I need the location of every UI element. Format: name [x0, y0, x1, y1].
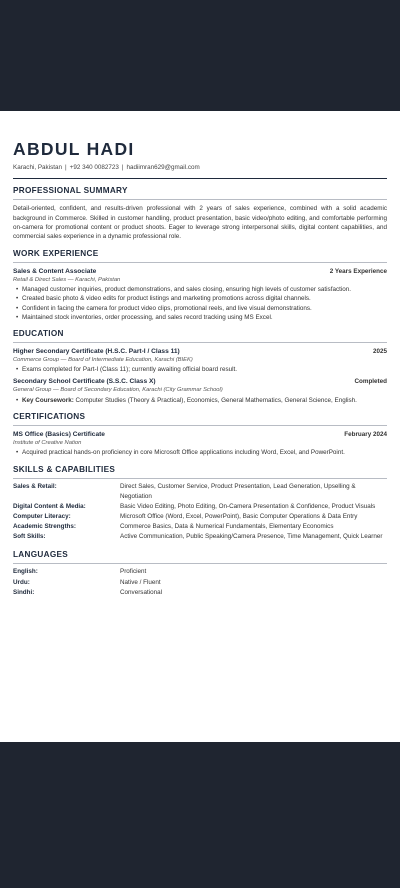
table-row: Digital Content & Media: Basic Video Editing, Photo Editing, On-Camera Presentation & Confidence, Product Visuals [13, 502, 376, 510]
list-item: • Maintained stock inventories, order processing, and sales record tracking using MS Excel. [13, 313, 387, 322]
section-title: CERTIFICATIONS [13, 412, 86, 422]
education-subtitle: Commerce Group — Board of Intermediate Education, Karachi (BIEK) [13, 356, 193, 363]
education-year: 2025 [372, 347, 387, 355]
table-row: Computer Literacy: Microsoft Office (Word, Excel, PowerPoint), Basic Computer Operations & Data Entry [13, 513, 358, 521]
top-dark-band [0, 0, 400, 111]
table-row: English: Proficient [13, 568, 147, 576]
bottom-dark-band [0, 742, 400, 888]
section-title: LANGUAGES [13, 549, 69, 559]
languages-section [13, 550, 387, 598]
email-text: hadiimran629@gmail.com [126, 164, 200, 171]
list-item: • Acquired practical hands-on proficiency in core Microsoft Office applications including Word, Excel, and PowerPoint. [13, 448, 387, 457]
education-subtitle: General Group — Board of Secondary Education, Karachi (City Grammar School) [13, 387, 223, 394]
table-row: Sales & Retail: Direct Sales, Customer Service, Product Presentation, Lead Generation, Upselling & Negotiation [13, 483, 356, 500]
table-row: Soft Skills: Active Communication, Public Speaking/Camera Presence, Time Management, Quick Learner [13, 533, 383, 541]
skills-table [13, 482, 387, 542]
summary-text: Detail-oriented, confident, and results-driven professional with 2 years of sales experience, combined with a solid academic background in Commerce. Skilled in customer handling, product presentation, basic video/photo editing, and comfortable performing on-camera for promotional content or product shoots. Eager to leverage strong interpersonal skills, digital content capabilities, and commercial sales experience in a dynamic professional role. [13, 205, 387, 241]
phone-text: +92 340 0082723 [69, 164, 119, 171]
section-divider [13, 478, 387, 479]
languages-table [13, 567, 387, 598]
job-duration: 2 Years Experience [329, 267, 387, 275]
list-item: • Managed customer inquiries, product demonstrations, and sales closing, ensuring high levels of customer satisfaction. [13, 285, 387, 294]
section-title: EDUCATION [13, 328, 64, 338]
section-title: WORK EXPERIENCE [13, 248, 99, 258]
section-title: PROFESSIONAL SUMMARY [13, 186, 128, 196]
list-item: • Created basic photo & video edits for product listings and marketing promotions across digital channels. [13, 294, 387, 303]
education-section [13, 329, 387, 405]
resume-page [0, 111, 400, 742]
education-entry [13, 377, 387, 405]
list-item [13, 396, 387, 405]
coursework-text: Computer Studies (Theory & Practical), Economics, General Mathematics, General Science, English. [75, 396, 357, 404]
section-divider [13, 563, 387, 564]
cert-issuer: Institute of Creative Nation [13, 439, 82, 446]
job-bullets [13, 285, 387, 322]
list-item: • Exams completed for Part-I (Class 11); currently awaiting official board result. [13, 365, 387, 374]
contact-line: Karachi, Pakistan | +92 340 0082723 | hadiimran629@gmail.com [13, 164, 200, 171]
education-entry [13, 347, 387, 375]
section-title: SKILLS & CAPABILITIES [13, 464, 116, 474]
section-divider [13, 425, 387, 426]
summary-section [13, 186, 387, 241]
education-status: Completed [354, 378, 387, 386]
location-text: Karachi, Pakistan [13, 164, 63, 171]
header-divider [13, 178, 387, 179]
section-divider [13, 199, 387, 200]
table-row: Urdu: Native / Fluent [13, 578, 161, 586]
education-title: Higher Secondary Certificate (H.S.C. Part-I / Class 11) [13, 347, 180, 355]
education-title: Secondary School Certificate (S.S.C. Class X) [13, 378, 156, 386]
section-divider [13, 342, 387, 343]
cert-date: February 2024 [344, 430, 387, 438]
cert-title: MS Office (Basics) Certificate [13, 430, 105, 438]
candidate-name: ABDUL HADI [13, 139, 135, 159]
table-row: Academic Strengths: Commerce Basics, Data & Numerical Fundamentals, Elementary Economics [13, 523, 334, 531]
list-item: • Confident in facing the camera for product video clips, promotional reels, and live visual demonstrations. [13, 304, 387, 313]
certifications-section [13, 412, 387, 458]
section-divider [13, 262, 387, 263]
coursework-label: Key Coursework: [22, 396, 74, 404]
job-subtitle: Retail & Direct Sales — Karachi, Pakistan [13, 276, 121, 283]
experience-section [13, 249, 387, 322]
table-row: Sindhi: Conversational [13, 588, 163, 596]
skills-section [13, 465, 387, 543]
job-title: Sales & Content Associate [13, 267, 97, 275]
